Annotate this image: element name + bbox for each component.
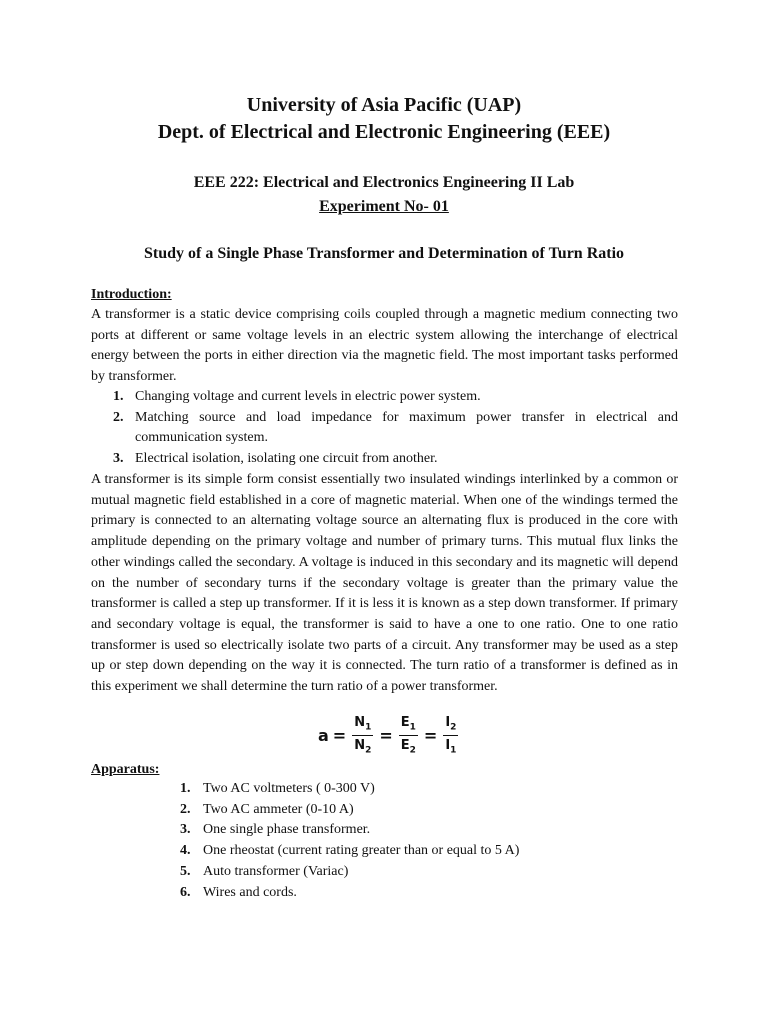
list-item-number: 3. — [113, 451, 124, 467]
n1-subscript: 1 — [365, 722, 372, 733]
list-item-text: Two AC ammeter (0-10 A) — [203, 801, 354, 817]
list-item-number: 6. — [180, 884, 191, 900]
list-item-text: Electrical isolation, isolating one circuit from another. — [135, 451, 438, 467]
list-item-number: 2. — [113, 409, 124, 425]
department-title: Dept. of Electrical and Electronic Engineering (EEE) — [157, 121, 611, 143]
list-item-number: 5. — [180, 863, 191, 879]
list-item — [180, 800, 519, 821]
experiment-number — [0, 196, 768, 218]
e2-symbol: E — [400, 737, 410, 753]
introduction-paragraph-1: A transformer is a static device comprising coils coupled through a magnetic medium connecting two ports at different or same voltage levels in an electric system allowing the interchange of electrical energy between the ports in either direction via the magnetic field. The most important tasks performed by transformer. — [91, 307, 678, 385]
introduction-heading: Introduction: — [91, 287, 172, 302]
list-item-text: Two AC voltmeters ( 0-300 V) — [203, 781, 375, 796]
apparatus-heading: Apparatus: — [91, 762, 160, 777]
course-title: EEE 222: Electrical and Electronics Engineering II Lab — [193, 174, 575, 191]
list-item-text: Matching source and load impedance for maximum power transfer in electrical and communication system. — [135, 409, 678, 446]
current-fraction — [443, 715, 458, 755]
list-item — [180, 883, 519, 904]
list-item — [91, 449, 678, 470]
list-item — [180, 779, 519, 800]
list-item-number: 4. — [180, 843, 191, 859]
i1-symbol: I — [445, 737, 451, 753]
n2-subscript: 2 — [365, 745, 372, 756]
list-item — [91, 408, 678, 449]
turns-fraction — [352, 715, 373, 755]
introduction-paragraph-2: A transformer is its simple form consist essentially two insulated windings interlinked by a common or mutual magnetic field established in a core of magnetic material. When one of the windings termed the primary is connected to an alternating voltage source an alternating flux is produced in the core with amplitude depending on the primary voltage and number of primary turns. This mutual flux links the other windings called the secondary. A voltage is induced in this secondary and its magnetic will depend on the number of secondary turns if the secondary voltage is greater than the primary value the transformer is called a step up transformer. If it is less it is known as a step down transformer. If primary and secondary voltage is equal, the transformer is said to have a one to one ratio. One to one ratio transformer is used so electrically isolate two parts of a circuit. Any transformer may be used as a step up or step down depending on the way it is connected. The turn ratio of a transformer is defined as in this experiment we shall determine the turn ratio of a power transformer. — [91, 472, 678, 695]
list-item-number: 1. — [113, 389, 124, 404]
formula-equals: = — [423, 725, 438, 745]
i2-subscript: 2 — [450, 722, 457, 733]
transformer-tasks-list — [91, 387, 678, 470]
n1-symbol: N — [354, 714, 366, 730]
list-item-text: Changing voltage and current levels in electric power system. — [135, 389, 481, 404]
list-item-number: 3. — [180, 822, 191, 838]
experiment-title: Study of a Single Phase Transformer and Determination of Turn Ratio — [143, 245, 625, 262]
i2-symbol: I — [445, 714, 451, 730]
apparatus-list — [180, 779, 519, 903]
list-item-text: Wires and cords. — [203, 884, 297, 900]
formula-equals: = — [332, 725, 347, 745]
formula-equals: = — [379, 725, 393, 745]
e1-symbol: E — [400, 714, 410, 730]
i1-subscript: 1 — [450, 745, 457, 756]
experiment-number-text: Experiment No- 01 — [319, 198, 449, 215]
list-item-number: 2. — [180, 801, 191, 817]
list-item-text: One rheostat (current rating greater than or equal to 5 A) — [203, 843, 520, 859]
list-item — [180, 862, 519, 883]
list-item — [180, 820, 519, 841]
e1-subscript: 1 — [409, 722, 416, 733]
university-title: University of Asia Pacific (UAP) — [246, 94, 522, 116]
list-item-text: One single phase transformer. — [203, 822, 371, 838]
formula-lhs: a — [318, 725, 329, 745]
e2-subscript: 2 — [409, 745, 416, 756]
voltage-fraction — [399, 715, 418, 755]
turn-ratio-formula — [318, 712, 460, 758]
list-item — [180, 841, 519, 862]
list-item-number: 1. — [180, 781, 191, 796]
list-item-text: Auto transformer (Variac) — [203, 863, 349, 879]
n2-symbol: N — [354, 737, 366, 753]
list-item — [91, 387, 678, 408]
